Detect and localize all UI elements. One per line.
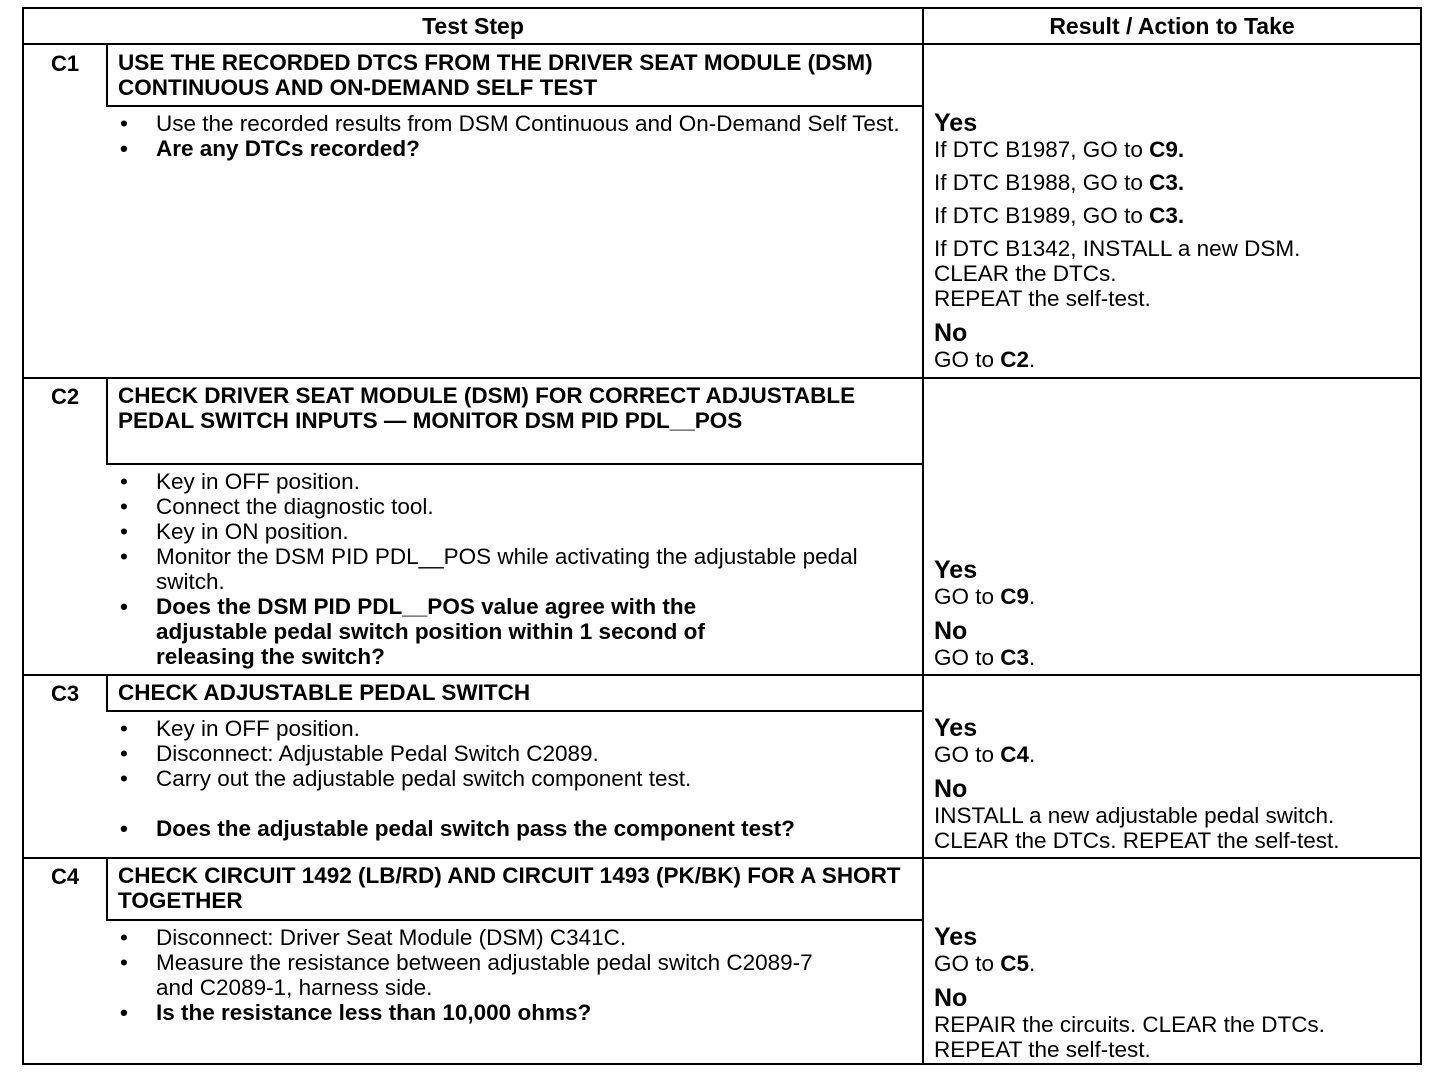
result-c4 bbox=[934, 925, 1414, 1062]
step-title-c2: CHECK DRIVER SEAT MODULE (DSM) FOR CORRECT ADJUSTABLE PEDAL SWITCH INPUTS — MONITOR DSM PID PDL__POS bbox=[118, 383, 856, 433]
yes-action: GO to C4. bbox=[934, 742, 1036, 767]
list-item: • Carry out the adjustable pedal switch component test. bbox=[108, 766, 908, 791]
yes-block bbox=[934, 558, 1414, 609]
step-title-c3: CHECK ADJUSTABLE PEDAL SWITCH bbox=[118, 680, 531, 705]
yes-action: If DTC B1987, GO to C9. bbox=[934, 137, 1185, 162]
list-item: • Key in OFF position. bbox=[108, 716, 908, 741]
yes-action: If DTC B1988, GO to C3. bbox=[934, 170, 1185, 195]
yes-block bbox=[934, 925, 1414, 976]
step-bullets-c3 bbox=[108, 716, 908, 841]
step-title-c1: USE THE RECORDED DTCS FROM THE DRIVER SEAT MODULE (DSM) CONTINUOUS AND ON-DEMAND SELF TEST bbox=[118, 50, 873, 100]
no-label: No bbox=[934, 617, 968, 645]
no-action: REPAIR the circuits. CLEAR the DTCs. REPEAT the self-test. bbox=[934, 1012, 1325, 1062]
yes-block bbox=[934, 716, 1414, 767]
no-action: GO to C3. bbox=[934, 645, 1036, 670]
step-id-c4: C4 bbox=[50, 864, 80, 889]
id-divider-c1 bbox=[106, 45, 108, 107]
step-bullets-c4 bbox=[108, 925, 908, 1025]
no-block bbox=[934, 321, 1414, 372]
step-title-c4: CHECK CIRCUIT 1492 (LB/RD) AND CIRCUIT 1493 (PK/BK) FOR A SHORT TOGETHER bbox=[118, 863, 901, 913]
list-item: • Key in OFF position. bbox=[108, 469, 908, 494]
no-block bbox=[934, 777, 1414, 853]
list-item: • Disconnect: Adjustable Pedal Switch C2089. bbox=[108, 741, 908, 766]
no-label: No bbox=[934, 319, 968, 347]
no-label: No bbox=[934, 775, 968, 803]
step-id-c2: C2 bbox=[50, 384, 80, 409]
step-id-c3: C3 bbox=[50, 681, 80, 706]
step-bullets-c1 bbox=[108, 111, 908, 161]
result-c2 bbox=[934, 558, 1414, 670]
no-label: No bbox=[934, 984, 968, 1012]
id-divider-c3 bbox=[106, 675, 108, 712]
c3-title-rule bbox=[106, 710, 922, 712]
yes-label: Yes bbox=[934, 714, 978, 742]
header-result-action: Result / Action to Take bbox=[1049, 13, 1295, 39]
id-divider-c2 bbox=[106, 378, 108, 465]
c4-title-rule bbox=[106, 919, 922, 921]
c2-end-rule bbox=[24, 674, 1420, 676]
yes-label: Yes bbox=[934, 923, 978, 951]
no-action: INSTALL a new adjustable pedal switch. CLEAR the DTCs. REPEAT the self-test. bbox=[934, 803, 1340, 853]
yes-label: Yes bbox=[934, 109, 978, 137]
step-question: • Does the DSM PID PDL__POS value agree with the adjustable pedal switch position within 1 second of releasing the switch? bbox=[108, 594, 908, 669]
step-question: • Are any DTCs recorded? bbox=[108, 136, 908, 161]
step-question: • Is the resistance less than 10,000 ohms? bbox=[108, 1000, 908, 1025]
no-block bbox=[934, 619, 1414, 670]
id-divider-c4 bbox=[106, 858, 108, 920]
column-divider bbox=[922, 9, 924, 1063]
list-item: • Disconnect: Driver Seat Module (DSM) C341C. bbox=[108, 925, 908, 950]
no-block bbox=[934, 986, 1414, 1062]
list-item: • Use the recorded results from DSM Continuous and On-Demand Self Test. bbox=[108, 111, 908, 136]
yes-action: GO to C5. bbox=[934, 951, 1036, 976]
diagnostic-table bbox=[22, 7, 1422, 1065]
c1-title-rule bbox=[106, 105, 922, 107]
step-question: • Does the adjustable pedal switch pass the component test? bbox=[108, 816, 908, 841]
result-c1 bbox=[934, 111, 1414, 372]
list-item: • Monitor the DSM PID PDL__POS while activating the adjustable pedal switch. bbox=[108, 544, 908, 594]
no-action: GO to C2. bbox=[934, 347, 1036, 372]
yes-action: If DTC B1342, INSTALL a new DSM. CLEAR the DTCs. REPEAT the self-test. bbox=[934, 236, 1301, 311]
step-id-c1: C1 bbox=[50, 51, 80, 76]
list-item: • Measure the resistance between adjustable pedal switch C2089-7 and C2089-1, harness side. bbox=[108, 950, 908, 1000]
header-test-step: Test Step bbox=[422, 13, 524, 39]
yes-action: If DTC B1989, GO to C3. bbox=[934, 203, 1185, 228]
result-c3 bbox=[934, 716, 1414, 853]
yes-block bbox=[934, 111, 1414, 311]
yes-label: Yes bbox=[934, 556, 978, 584]
c1-end-rule bbox=[24, 377, 1420, 379]
list-item: • Key in ON position. bbox=[108, 519, 908, 544]
c3-end-rule bbox=[24, 857, 1420, 859]
list-item: • Connect the diagnostic tool. bbox=[108, 494, 908, 519]
yes-action: GO to C9. bbox=[934, 584, 1036, 609]
c2-title-rule bbox=[106, 463, 922, 465]
step-bullets-c2 bbox=[108, 469, 908, 669]
